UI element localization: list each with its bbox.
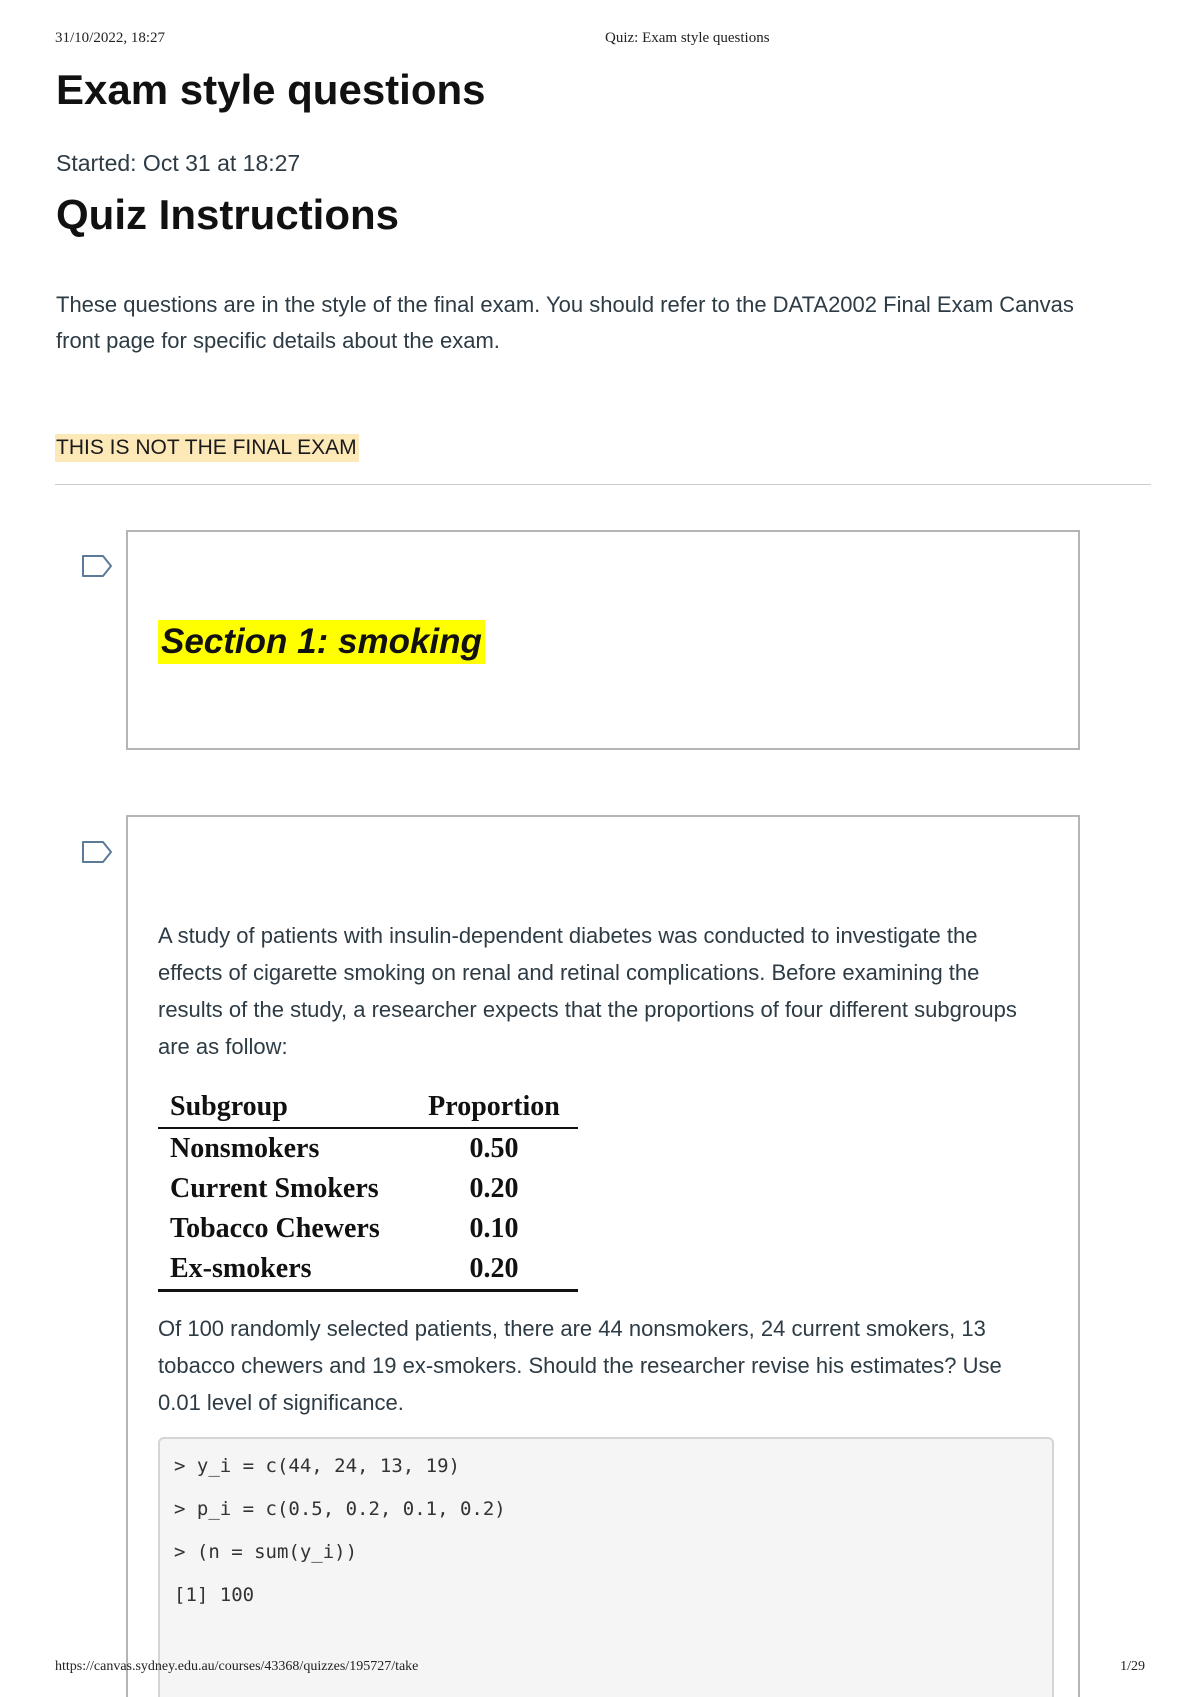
proportion-table — [158, 1087, 578, 1292]
table-cell-subgroup: Current Smokers — [170, 1173, 379, 1204]
table-header-row — [158, 1087, 578, 1128]
code-line: [1] 100 — [174, 1584, 255, 1606]
table-header-subgroup: Subgroup — [158, 1087, 410, 1128]
question-card — [126, 815, 1080, 1697]
question-paragraph-2: Of 100 randomly selected patients, there are 44 nonsmokers, 24 current smokers, 13 tobacco chewers and 19 ex-smokers. Should the researcher revise his estimates? Use 0.01 level of significance. — [158, 1316, 1002, 1415]
table-cell-proportion: 0.50 — [469, 1133, 519, 1164]
code-block — [158, 1437, 1054, 1697]
table-cell-proportion: 0.20 — [410, 1249, 578, 1291]
print-page-number: 1/29 — [1120, 1659, 1145, 1674]
section-card — [126, 530, 1080, 750]
table-cell-proportion: 0.10 — [469, 1213, 519, 1244]
table-row — [158, 1169, 578, 1209]
divider — [55, 484, 1151, 485]
print-title: Quiz: Exam style questions — [605, 30, 770, 46]
table-row — [158, 1128, 578, 1169]
page-title: Exam style questions — [56, 66, 486, 113]
table-row — [158, 1249, 578, 1291]
print-url: https://canvas.sydney.edu.au/courses/43368/quizzes/195727/take — [55, 1659, 419, 1674]
print-header — [55, 30, 1145, 50]
flag-icon[interactable] — [81, 554, 113, 578]
table-cell-subgroup: Tobacco Chewers — [170, 1213, 380, 1244]
print-date: 31/10/2022, 18:27 — [55, 30, 166, 46]
table-row — [158, 1209, 578, 1249]
question-paragraph-1: A study of patients with insulin-dependent diabetes was conducted to investigate the effects of cigarette smoking on renal and retinal complications. Before examining the results of the study, a researcher expects that the proportions of four different subgroups are as follow: — [158, 923, 1017, 1059]
not-final-notice: THIS IS NOT THE FINAL EXAM — [55, 434, 359, 462]
table-cell-proportion: 0.20 — [469, 1173, 519, 1204]
table-cell-subgroup: Ex-smokers — [158, 1249, 410, 1291]
instructions-title: Quiz Instructions — [56, 191, 400, 238]
table-header-proportion: Proportion — [410, 1087, 578, 1128]
print-footer — [55, 1659, 1145, 1679]
code-line: > y_i = c(44, 24, 13, 19) — [174, 1455, 460, 1477]
started-timestamp: Started: Oct 31 at 18:27 — [56, 150, 301, 176]
code-line: > p_i = c(0.5, 0.2, 0.1, 0.2) — [174, 1498, 506, 1520]
section-title: Section 1: smoking — [158, 620, 485, 664]
table-cell-subgroup: Nonsmokers — [170, 1133, 320, 1164]
instructions-text: These questions are in the style of the final exam. You should refer to the DATA2002 Final Exam Canvas front page for specific details about the exam. — [56, 292, 1074, 353]
flag-icon[interactable] — [81, 840, 113, 864]
code-line: > (n = sum(y_i)) — [174, 1541, 358, 1563]
